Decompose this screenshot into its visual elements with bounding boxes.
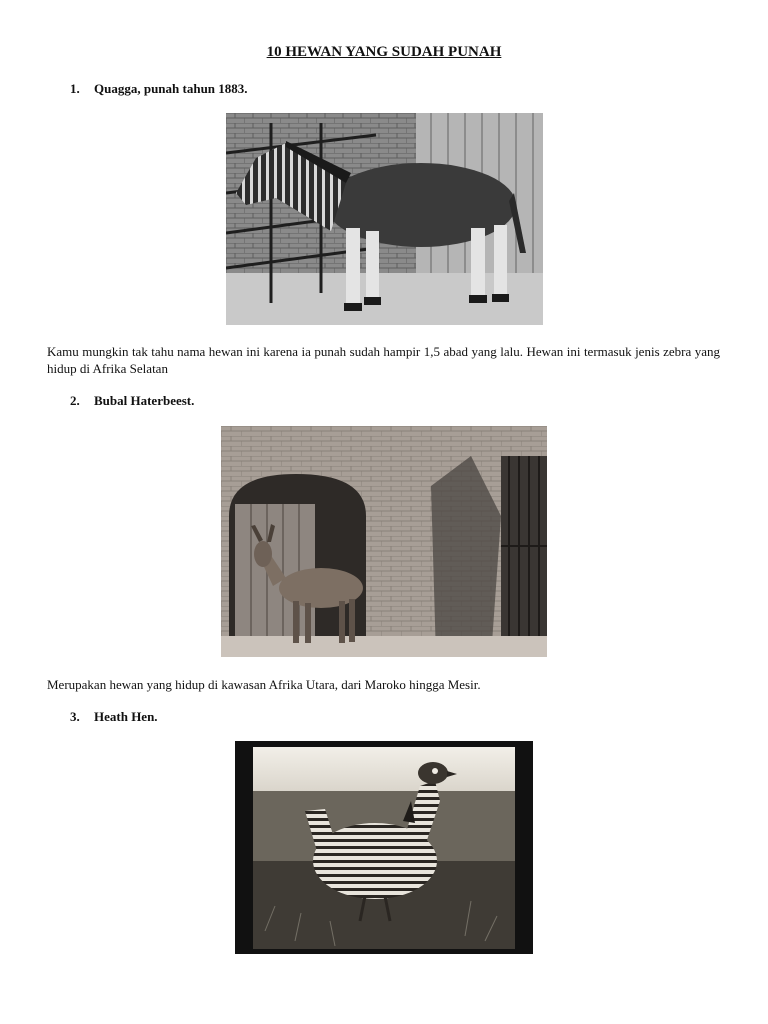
section-description-2: Merupakan hewan yang hidup di kawasan Afrika Utara, dari Maroko hingga Mesir. [47, 677, 481, 692]
heath-hen-illustration [235, 741, 533, 954]
hartebeest-illustration [221, 426, 547, 657]
section-heading-1 [70, 81, 248, 97]
section-number-1: 1. [70, 81, 80, 96]
heath-hen-photo [235, 741, 533, 954]
bubal-hartebeest-photo [221, 426, 547, 657]
section-number-2: 2. [70, 393, 80, 408]
section-title-3: Heath Hen. [94, 709, 158, 724]
section-number-3: 3. [70, 709, 80, 724]
document-title: 10 HEWAN YANG SUDAH PUNAH [266, 44, 502, 60]
section-title-1: Quagga, punah tahun 1883. [94, 81, 248, 96]
section-heading-2 [70, 393, 194, 409]
section-description-1: Kamu mungkin tak tahu nama hewan ini karena ia punah sudah hampir 1,5 abad yang lalu. Hewan ini termasuk jenis zebra yang hidup di Afrika Selatan [47, 344, 720, 376]
section-title-2: Bubal Haterbeest. [94, 393, 195, 408]
quagga-illustration [226, 113, 543, 325]
quagga-photo [226, 113, 543, 325]
section-heading-3 [70, 709, 158, 725]
